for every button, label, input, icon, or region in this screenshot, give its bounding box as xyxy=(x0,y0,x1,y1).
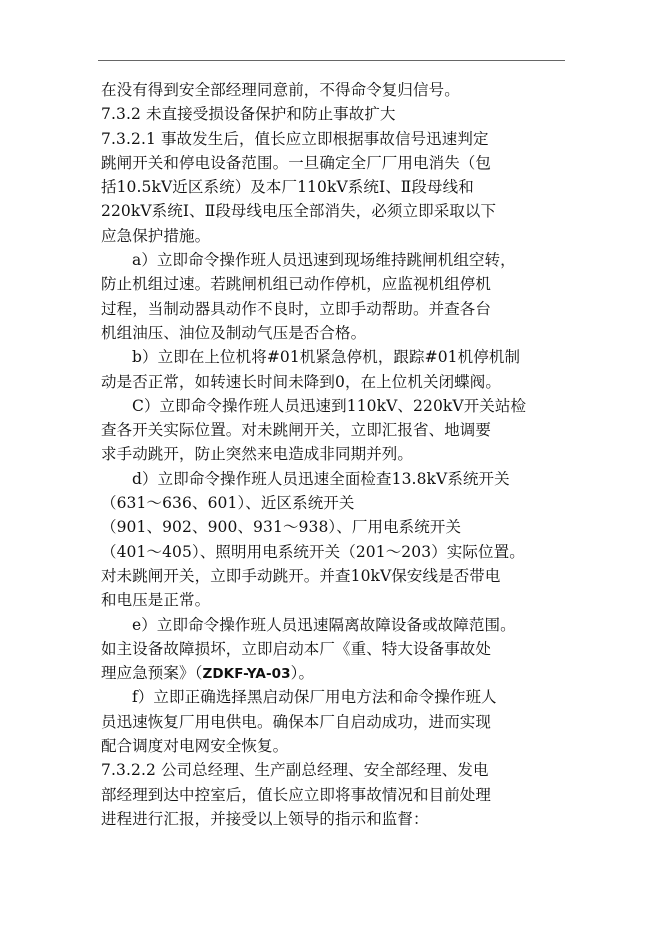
text-line: e）立即命令操作班人员迅速隔离故障设备或故障范围。 xyxy=(132,615,516,634)
text-line: 动是否正常，如转速长时间未降到0，在上位机关闭蝶阀。 xyxy=(101,372,501,391)
text-line: 求手动跳开，防止突然来电造成非同期并列。 xyxy=(101,445,414,464)
text-line: 防止机组过速。若跳闸机组已动作停机，应监视机组停机 xyxy=(101,275,492,294)
text-line: 括10.5kV近区系统）及本厂110kV系统Ⅰ、Ⅱ段母线和 xyxy=(101,178,474,197)
text-line xyxy=(101,661,571,685)
text-line: 和电压是正常。 xyxy=(101,591,211,610)
text-segment: ）。 xyxy=(290,664,315,683)
text-segment: 理应急预案》（ xyxy=(101,664,203,683)
text-line: a）立即命令操作班人员迅速到现场维持跳闸机组空转， xyxy=(132,251,516,270)
document-code: ZDKF-YA-03 xyxy=(202,666,291,683)
text-line: 跳闸开关和停电设备范围。一旦确定全厂厂用电消失（包 xyxy=(101,153,492,172)
header-rule xyxy=(98,60,565,61)
text-line: （401～405）、照明用电系统开关（201～203）实际位置。 xyxy=(101,542,525,561)
text-line: C）立即命令操作班人员迅速到110kV、220kV开关站检 xyxy=(132,396,527,415)
section-heading: 7.3.2 未直接受损设备保护和防止事故扩大 xyxy=(101,105,396,124)
text-line: 配合调度对电网安全恢复。 xyxy=(101,737,289,756)
text-line: 应急保护措施。 xyxy=(101,226,211,245)
text-line: 部经理到达中控室后，值长应立即将事故情况和目前处理 xyxy=(101,785,492,804)
text-line: f）立即正确选择黑启动保厂用电方法和命令操作班人 xyxy=(132,688,497,707)
text-line: b）立即在上位机将#01机紧急停机，跟踪#01机停机制 xyxy=(132,348,521,367)
text-line: 如主设备故障损坏，立即启动本厂《重、特大设备事故处 xyxy=(101,639,492,658)
text-line: 进程进行汇报，并接受以上领导的指示和监督： xyxy=(101,809,429,828)
text-line: 7.3.2.1 事故发生后，值长应立即根据事故信号迅速判定 xyxy=(101,129,489,148)
text-line: 查各开关实际位置。对未跳闸开关，立即汇报省、地调要 xyxy=(101,421,492,440)
text-line: 220kV系统Ⅰ、Ⅱ段母线电压全部消失，必须立即采取以下 xyxy=(101,202,497,221)
text-line: 7.3.2.2 公司总经理、生产副总经理、安全部经理、发电 xyxy=(101,761,489,780)
text-line: d）立即命令操作班人员迅速全面检查13.8kV系统开关 xyxy=(132,469,510,488)
text-line: 对未跳闸开关，立即手动跳开。并查10kV保安线是否带电 xyxy=(101,566,501,585)
text-line: 过程，当制动器具动作不良时，立即手动帮助。并查各台 xyxy=(101,299,492,318)
text-line: 机组油压、油位及制动气压是否合格。 xyxy=(101,323,367,342)
text-line: （901、902、900、931～938）、厂用电系统开关 xyxy=(101,518,462,537)
text-line: 员迅速恢复厂用电供电。确保本厂自启动成功，进而实现 xyxy=(101,712,492,731)
text-line: （631～636、601）、近区系统开关 xyxy=(101,494,355,513)
text-line: 在没有得到安全部经理同意前，不得命令复归信号。 xyxy=(101,81,460,99)
document-body xyxy=(101,78,571,831)
